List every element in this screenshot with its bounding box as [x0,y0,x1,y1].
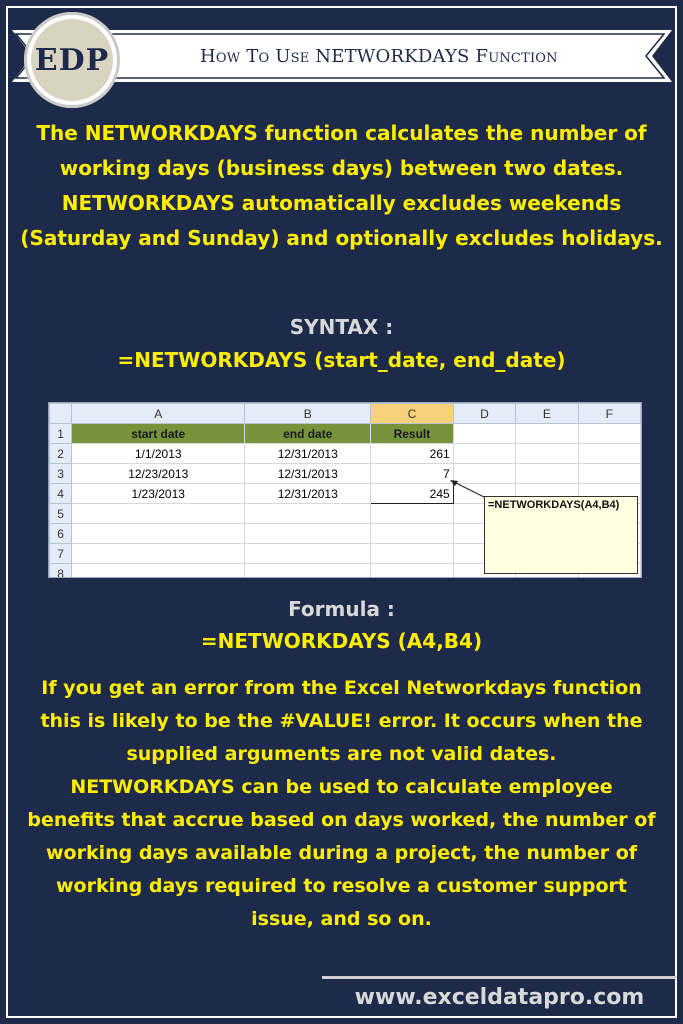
cell-start-date[interactable]: 1/1/2013 [72,444,245,464]
cell[interactable] [371,544,454,564]
formula-label: Formula : [288,597,395,621]
edp-logo [24,12,120,108]
cell-end-date[interactable]: 12/31/2013 [245,444,371,464]
intro-text: The NETWORKDAYS function calculates the number of working days (business days) between two dates. NETWORKDAYS automatically excludes weekends (Saturday and Sunday) and optionally excludes holidays. [20,121,663,250]
cell[interactable] [453,444,515,464]
formula-text: =NETWORKDAYS (A4,B4) [200,629,483,653]
row-header[interactable]: 3 [50,464,72,484]
cell[interactable] [371,564,454,579]
cell[interactable] [245,504,371,524]
select-all-corner[interactable] [50,404,72,424]
header-cell-start-date[interactable]: start date [72,424,245,444]
logo-text: EDP [34,42,110,78]
row-header[interactable]: 7 [50,544,72,564]
column-header-f[interactable]: F [578,404,640,424]
column-header-b[interactable]: B [245,404,371,424]
syntax-formula: =NETWORKDAYS (start_date, end_date) [117,348,566,372]
body-text: If you get an error from the Excel Networkdays function this is likely to be the #VALUE! error. It occurs when the supplied arguments are not valid dates. NETWORKDAYS can be used to calculate employee benefits that accrue based on days worked, the number of working days available during a project, the number of working days required to resolve a customer support issue, and so on. [27,677,656,930]
cell[interactable] [72,564,245,579]
column-header-a[interactable]: A [72,404,245,424]
syntax-label: SYNTAX : [289,315,394,339]
header-cell-end-date[interactable]: end date [245,424,371,444]
cell[interactable] [72,504,245,524]
cell-start-date[interactable]: 1/23/2013 [72,484,245,504]
cell-result[interactable]: 7 [371,464,454,484]
cell[interactable] [245,544,371,564]
cell[interactable] [578,424,640,444]
cell[interactable] [578,464,640,484]
row-header[interactable]: 1 [50,424,72,444]
cell[interactable] [516,464,578,484]
cell[interactable] [371,504,454,524]
footer-divider [322,976,677,979]
row-header[interactable]: 8 [50,564,72,579]
row-header[interactable]: 6 [50,524,72,544]
row-header[interactable]: 4 [50,484,72,504]
column-header-d[interactable]: D [453,404,515,424]
cell[interactable] [245,524,371,544]
cell[interactable] [578,444,640,464]
cell-result[interactable]: 261 [371,444,454,464]
cell-start-date[interactable]: 12/23/2013 [72,464,245,484]
column-header-e[interactable]: E [516,404,578,424]
cell-end-date[interactable]: 12/31/2013 [245,464,371,484]
cell[interactable] [516,424,578,444]
comment-arrow-icon [448,478,488,500]
header-cell-result[interactable]: Result [371,424,454,444]
cell[interactable] [245,564,371,579]
cell-comment: =NETWORKDAYS(A4,B4) [484,496,638,574]
row-header[interactable]: 2 [50,444,72,464]
cell-result-selected[interactable]: 245 [371,484,454,504]
cell[interactable] [371,524,454,544]
cell[interactable] [516,444,578,464]
cell[interactable] [453,424,515,444]
cell[interactable] [72,524,245,544]
row-header[interactable]: 5 [50,504,72,524]
footer-url[interactable]: www.exceldatapro.com [354,985,645,1010]
cell[interactable] [72,544,245,564]
page-title: How To Use NETWORKDAYS Function [200,46,558,67]
column-header-c[interactable]: C [371,404,454,424]
cell-end-date[interactable]: 12/31/2013 [245,484,371,504]
